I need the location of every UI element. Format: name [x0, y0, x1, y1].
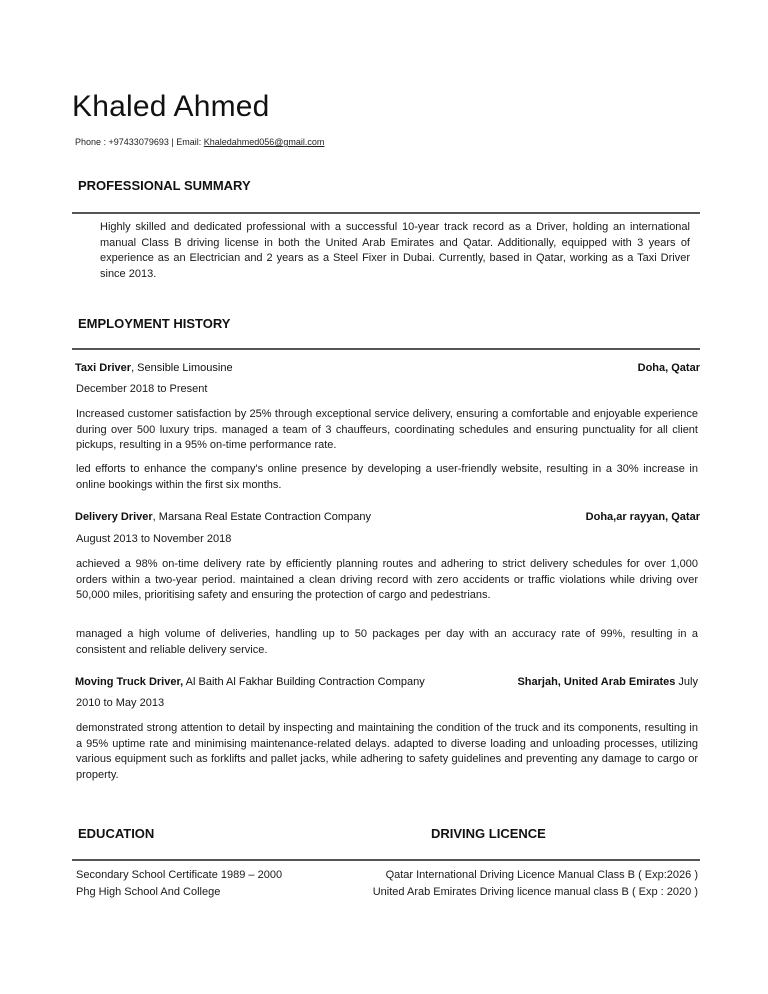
summary-divider: [72, 212, 700, 214]
email-label: Email:: [176, 137, 204, 147]
job-3-company: Al Baith Al Fakhar Building Contraction Company: [183, 676, 425, 688]
contact-separator: |: [168, 137, 177, 147]
job-3-location-line: [517, 676, 698, 688]
summary-heading: PROFESSIONAL SUMMARY: [78, 178, 251, 193]
job-3-role: Moving Truck Driver,: [75, 676, 184, 688]
job-2-paragraph-2: managed a high volume of deliveries, handling up to 50 packages per day with an accuracy rate of 99%, resulting in a consistent and reliable delivery service.: [76, 628, 698, 656]
job-1-paragraph-1: Increased customer satisfaction by 25% through exceptional service delivery, ensuring a comfortable and enjoyable experience during over 500 luxury trips. managed a team of 3 chauffeurs, coordinating schedules and ensuring punctuality for all client pickups, resulting in a 95% on-time performance rate.: [76, 408, 698, 452]
education-divider: [72, 859, 700, 861]
job-3-location: Sharjah, United Arab Emirates: [517, 676, 676, 688]
job-2-paragraph-1: achieved a 98% on-time delivery rate by efficiently planning routes and adhering to strict delivery schedules for over 1,000 orders within a two-year period. maintained a clean driving record with zero accidents or traffic violations while driving over 50,000 miles, prioritising safety and ensuring the protection of cargo and pedestrians.: [76, 558, 698, 602]
employment-heading: EMPLOYMENT HISTORY: [78, 316, 231, 331]
job-3-header: [75, 676, 425, 688]
job-2-role: Delivery Driver: [75, 511, 153, 523]
driving-licence-heading: DRIVING LICENCE: [431, 826, 546, 841]
email-link[interactable]: Khaledahmed056@gmail.com: [203, 137, 325, 147]
education-item-1: Secondary School Certificate 1989 – 2000: [76, 869, 283, 881]
job-1-role: Taxi Driver: [75, 362, 132, 374]
phone-label: Phone :: [75, 137, 109, 147]
job-2-location: Doha,ar rayyan, Qatar: [585, 511, 700, 523]
job-1-company: , Sensible Limousine: [131, 362, 233, 374]
education-heading: EDUCATION: [78, 826, 155, 841]
job-3-paragraph-1: demonstrated strong attention to detail by inspecting and maintaining the condition of the truck and its components, resulting in a 95% uptime rate and minimising maintenance-related delays. adapted to diverse loading and unloading processes, utilizing various equipment such as forklifts and pallet jacks, while adhering to safety guidelines and preventing any damage to cargo or property.: [76, 722, 698, 781]
candidate-name: Khaled Ahmed: [72, 90, 270, 123]
job-1-paragraph-2: led efforts to enhance the company's online presence by developing a user-friendly website, resulting in a 30% increase in online bookings within the first six months.: [76, 463, 698, 491]
phone-number: +97433079693: [108, 137, 169, 147]
job-2-header: [75, 511, 371, 523]
job-2-dates: August 2013 to November 2018: [76, 533, 232, 545]
job-3-dates: 2010 to May 2013: [76, 697, 165, 709]
education-item-2: Phg High School And College: [76, 886, 221, 898]
job-1-dates: December 2018 to Present: [76, 383, 208, 395]
job-3-location-suffix: July: [675, 676, 698, 688]
job-1-header: [75, 362, 233, 374]
summary-text: Highly skilled and dedicated professional with a successful 10-year track record as a Driver, holding an international manual Class B driving license in both the United Arab Emirates and Qatar. Additionally, equipped with 3 years of experience as an Electrician and 2 years as a Steel Fixer in Dubai. Currently, based in Qatar, working as a Taxi Driver since 2013.: [100, 221, 690, 280]
licence-item-2: United Arab Emirates Driving licence manual class B ( Exp : 2020 ): [372, 886, 698, 898]
employment-divider: [72, 348, 700, 350]
job-1-location: Doha, Qatar: [637, 362, 700, 374]
contact-line: [75, 137, 324, 147]
job-2-company: , Marsana Real Estate Contraction Company: [152, 511, 371, 523]
licence-item-1: Qatar International Driving Licence Manual Class B ( Exp:2026 ): [385, 869, 698, 881]
